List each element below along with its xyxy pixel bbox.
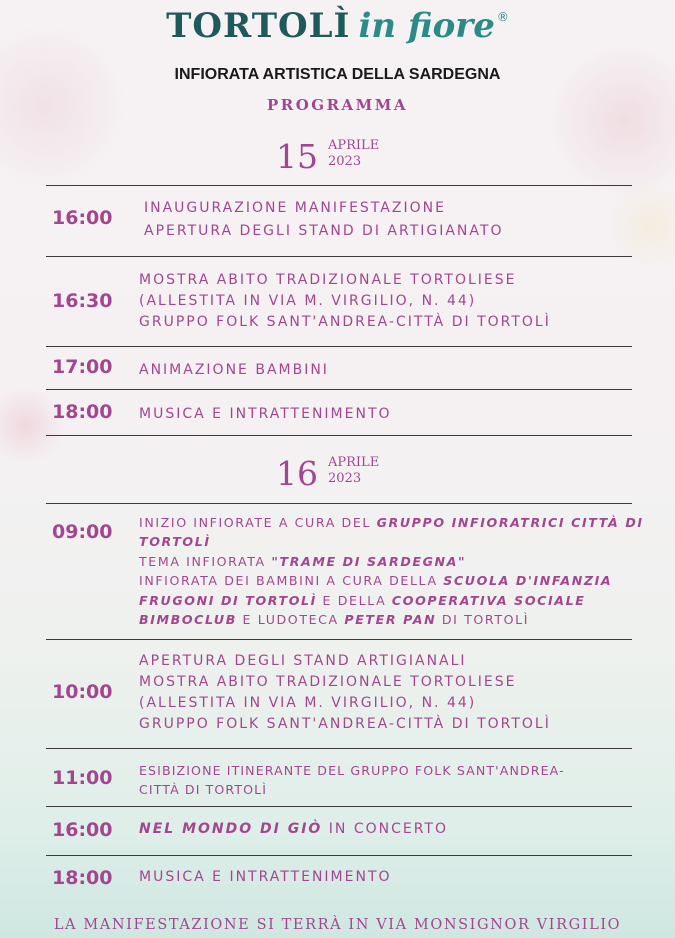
divider bbox=[46, 346, 632, 347]
day-number: 16 bbox=[276, 454, 318, 493]
event-time: 17:00 bbox=[52, 356, 113, 378]
event-line: INFIORATA DEI BAMBINI A CURA DELLA SCUOLA D'INFANZIA bbox=[139, 573, 613, 588]
divider bbox=[46, 503, 632, 504]
event-line: BIMBOCLUB E LUDOTECA PETER PAN DI TORTOLÌ bbox=[139, 612, 530, 627]
title-script: in fiore bbox=[358, 6, 495, 46]
day-number: 15 bbox=[276, 137, 318, 176]
divider bbox=[46, 435, 632, 436]
event-line: NEL MONDO DI GIÒ IN CONCERTO bbox=[139, 821, 448, 837]
divider bbox=[46, 806, 632, 807]
day-header bbox=[276, 137, 436, 181]
divider bbox=[46, 855, 632, 856]
event-time: 16:00 bbox=[52, 207, 113, 229]
event-line: TEMA INFIORATA "TRAME DI SARDEGNA" bbox=[139, 554, 467, 569]
event-line: TORTOLÌ bbox=[139, 534, 211, 549]
event-time: 16:00 bbox=[52, 819, 113, 841]
divider bbox=[46, 748, 632, 749]
event-line: (ALLESTITA IN VIA M. VIRGILIO, N. 44) bbox=[139, 293, 477, 309]
title-main: TORTOLÌ bbox=[166, 6, 351, 46]
venue-note: LA MANIFESTAZIONE SI TERRÀ IN VIA MONSIGNOR VIRGILIO bbox=[53, 917, 622, 933]
event-title bbox=[0, 6, 675, 46]
event-time: 10:00 bbox=[52, 681, 113, 703]
day-year: 2023 bbox=[328, 471, 362, 486]
day-month: APRILE bbox=[328, 138, 380, 153]
event-time: 11:00 bbox=[52, 767, 113, 789]
divider bbox=[46, 639, 632, 640]
event-line: (ALLESTITA IN VIA M. VIRGILIO, N. 44) bbox=[139, 695, 477, 711]
event-line: MUSICA E INTRATTENIMENTO bbox=[139, 869, 392, 885]
divider bbox=[46, 389, 632, 390]
day-month: APRILE bbox=[328, 455, 380, 470]
event-line: APERTURA DEGLI STAND ARTIGIANALI bbox=[139, 653, 467, 669]
event-line: INAUGURAZIONE MANIFESTAZIONE bbox=[144, 200, 446, 216]
event-line: MUSICA E INTRATTENIMENTO bbox=[139, 406, 392, 422]
event-line: CITTÀ DI TORTOLÌ bbox=[139, 782, 268, 797]
event-line: MOSTRA ABITO TRADIZIONALE TORTOLIESE bbox=[139, 674, 517, 690]
registered-mark: ® bbox=[496, 10, 509, 24]
flower-decoration bbox=[545, 40, 675, 200]
event-line: GRUPPO FOLK SANT'ANDREA-CITTÀ DI TORTOLÌ bbox=[139, 716, 551, 732]
event-time: 09:00 bbox=[52, 521, 113, 543]
event-line: GRUPPO FOLK SANT'ANDREA-CITTÀ DI TORTOLÌ bbox=[139, 314, 551, 330]
event-line: INIZIO INFIORATE A CURA DEL GRUPPO INFIORATRICI CITTÀ DI bbox=[139, 515, 644, 530]
event-time: 18:00 bbox=[52, 867, 113, 889]
programma-heading: PROGRAMMA bbox=[266, 96, 409, 114]
divider bbox=[46, 185, 632, 186]
event-time: 18:00 bbox=[52, 401, 113, 423]
event-line: FRUGONI DI TORTOLÌ E DELLA COOPERATIVA SOCIALE bbox=[139, 593, 586, 608]
event-line: ANIMAZIONE BAMBINI bbox=[139, 362, 329, 378]
event-line: APERTURA DEGLI STAND DI ARTIGIANATO bbox=[144, 223, 504, 239]
event-time: 16:30 bbox=[52, 290, 113, 312]
event-line: MOSTRA ABITO TRADIZIONALE TORTOLIESE bbox=[139, 272, 517, 288]
day-header bbox=[276, 454, 436, 498]
event-subtitle: INFIORATA ARTISTICA DELLA SARDEGNA bbox=[174, 66, 501, 83]
event-line: ESIBIZIONE ITINERANTE DEL GRUPPO FOLK SANT'ANDREA- bbox=[139, 763, 565, 778]
divider bbox=[46, 256, 632, 257]
day-year: 2023 bbox=[328, 154, 362, 169]
